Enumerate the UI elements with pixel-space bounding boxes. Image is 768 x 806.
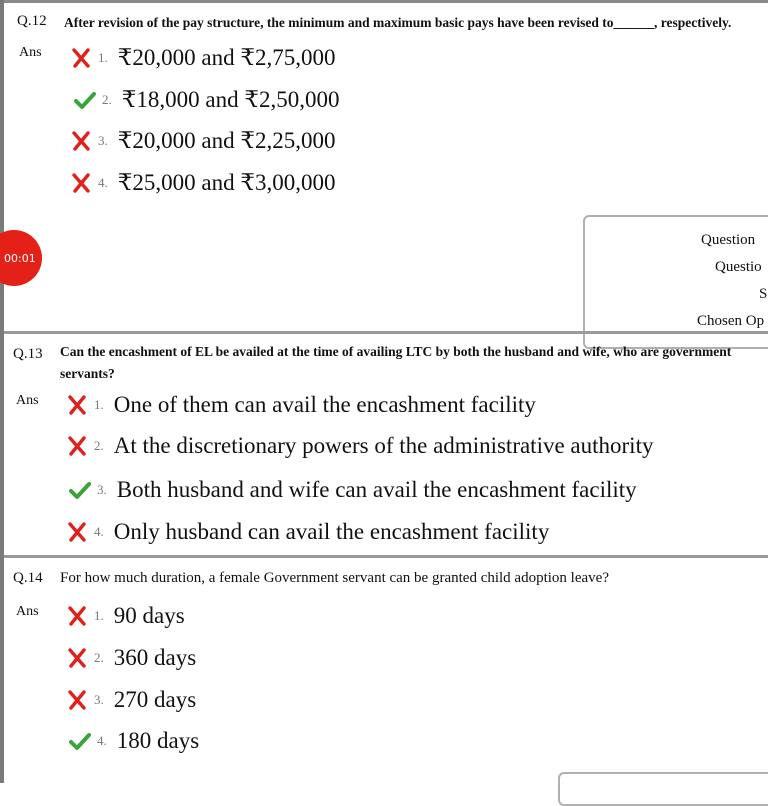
timer-badge [0,230,42,286]
info-status: S [759,286,768,302]
info-question-id: Questio [715,259,762,275]
cross-icon [66,647,88,669]
option-1 [66,389,536,421]
section-divider [4,555,768,558]
option-text: 90 days [113,603,185,628]
option-2 [66,642,196,674]
option-number: 3. [97,482,107,497]
timer-text: 00:01 [4,251,36,265]
question-number: Q.13 [13,346,43,362]
option-number: 1. [94,397,104,412]
option-number: 3. [94,692,104,707]
question-number: Q.12 [17,13,47,29]
question-number: Q.14 [13,570,43,586]
option-2 [66,430,653,462]
window-top-border [0,0,768,3]
option-2 [74,84,339,116]
cross-icon [70,47,92,69]
option-3 [69,474,637,506]
option-text: ₹20,000 and ₹2,75,000 [117,45,336,70]
option-number: 2. [94,438,104,453]
question-text-line-1: Can the encashment of EL be availed at the time of availing LTC by both the husband and wife, who are government [60,344,732,359]
option-1 [66,600,185,632]
next-panel-edge [558,772,768,806]
option-text: 270 days [113,687,197,712]
question-info-panel [583,215,768,349]
option-4 [69,725,199,757]
option-text: At the discretionary powers of the administrative authority [113,433,654,458]
cross-icon [66,689,88,711]
option-text: ₹25,000 and ₹3,00,000 [117,170,336,195]
cross-icon [66,435,88,457]
option-3 [66,684,196,716]
option-text: ₹18,000 and ₹2,50,000 [121,87,340,112]
option-number: 1. [98,50,108,65]
option-text: 180 days [116,728,200,753]
cross-icon [66,394,88,416]
answer-label: Ans [19,45,42,60]
option-number: 2. [94,650,104,665]
check-icon [69,479,91,501]
section-divider [4,331,768,334]
cross-icon [66,521,88,543]
cross-icon [66,605,88,627]
info-question-type: Question [701,232,756,248]
option-number: 3. [98,133,108,148]
cross-icon [70,172,92,194]
question-text: After revision of the pay structure, the minimum and maximum basic pays have been revised to______, respectively. [64,15,732,30]
option-3 [70,125,335,157]
question-text-line-2: servants? [60,366,115,381]
answer-label: Ans [16,604,39,619]
option-number: 4. [94,524,104,539]
option-text: One of them can avail the encashment facility [113,392,536,417]
question-text: For how much duration, a female Government servant can be granted child adoption leave? [60,570,609,586]
check-icon [69,730,91,752]
option-number: 2. [102,92,112,107]
option-4 [70,167,335,199]
answer-label: Ans [16,393,39,408]
check-icon [74,89,96,111]
option-4 [66,516,549,548]
option-number: 4. [97,733,107,748]
option-text: ₹20,000 and ₹2,25,000 [117,128,336,153]
cross-icon [70,130,92,152]
option-number: 1. [94,608,104,623]
info-chosen-option: Chosen Op [697,313,765,329]
option-text: Only husband can avail the encashment facility [113,519,550,544]
option-number: 4. [98,175,108,190]
window-left-border [0,0,4,783]
option-text: 360 days [113,645,197,670]
option-text: Both husband and wife can avail the encashment facility [116,477,637,502]
option-1 [70,42,335,74]
